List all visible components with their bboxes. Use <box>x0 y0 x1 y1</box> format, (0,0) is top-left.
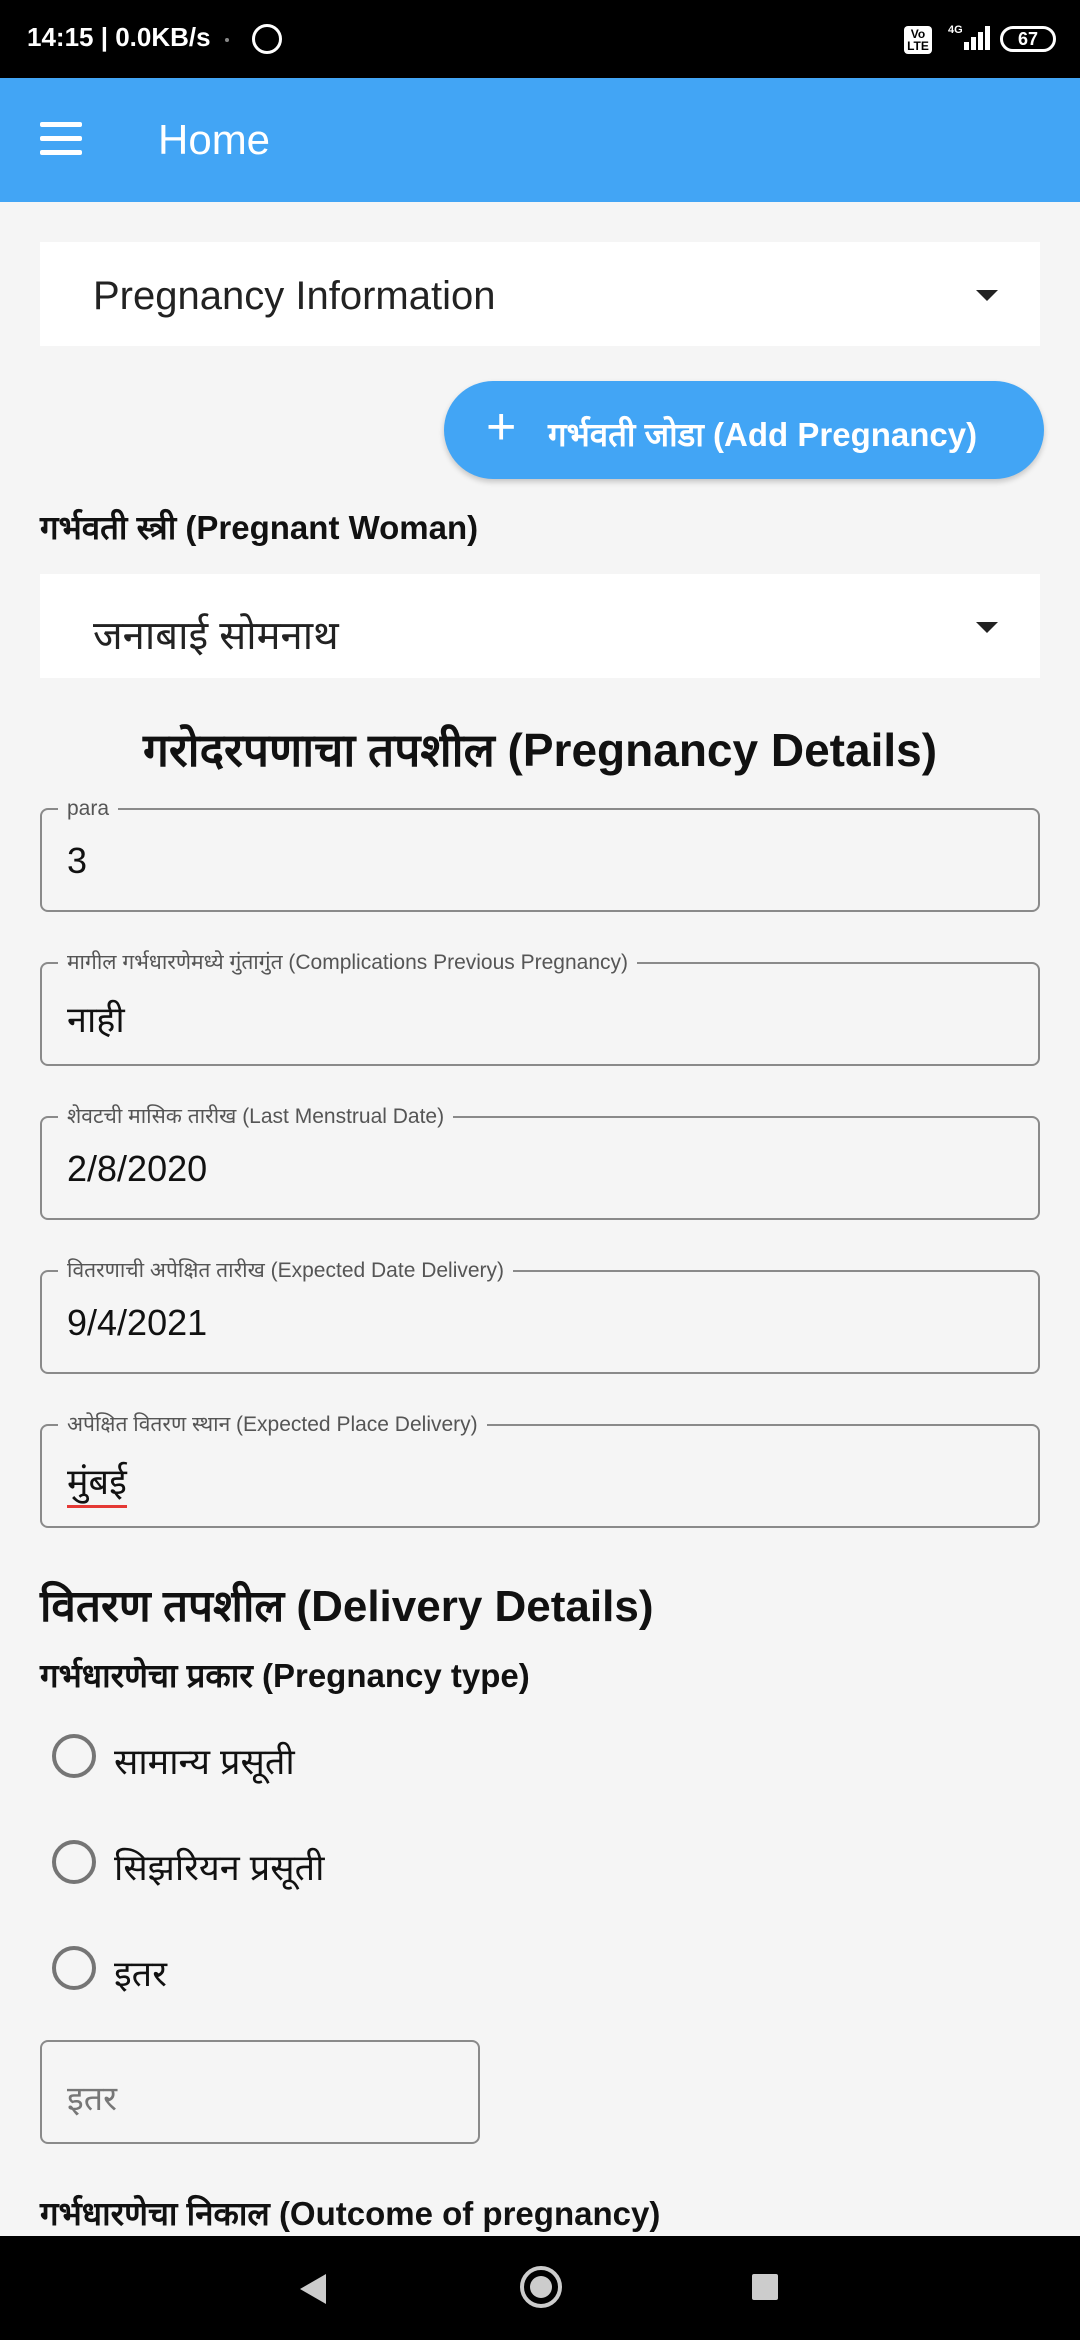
network-type: 4G <box>948 24 963 36</box>
complications-label: मागील गर्भधारणेमध्ये गुंतागुंत (Complications Previous Pregnancy) <box>58 951 637 975</box>
recent-apps-icon[interactable] <box>752 2274 778 2300</box>
last-menstrual-date-value: 2/8/2020 <box>67 1148 208 1189</box>
radio-circle[interactable] <box>52 1734 96 1778</box>
form-type-value: Pregnancy Information <box>93 274 496 318</box>
back-icon[interactable] <box>300 2274 326 2304</box>
status-separator <box>225 38 229 42</box>
pregnant-woman-dropdown[interactable] <box>40 574 1040 678</box>
radio-label: सामान्य प्रसूती <box>114 1741 295 1782</box>
complications-field[interactable] <box>40 951 1040 1066</box>
page-title: Home <box>158 116 271 163</box>
last-menstrual-date-label: शेवटची मासिक तारीख (Last Menstrual Date) <box>58 1105 453 1129</box>
expected-delivery-place-value: मुंबई <box>67 1456 127 1508</box>
pregnancy-type-label: गर्भधारणेचा प्रकार (Pregnancy type) <box>40 1657 530 1694</box>
expected-delivery-place-field[interactable] <box>40 1413 1040 1528</box>
home-icon[interactable] <box>520 2266 562 2308</box>
whatsapp-icon <box>252 24 282 54</box>
outcome-label: गर्भधारणेचा निकाल (Outcome of pregnancy) <box>40 2195 661 2232</box>
radio-label: इतर <box>114 1953 167 1994</box>
expected-delivery-place-label: अपेक्षित वितरण स्थान (Expected Place Delivery) <box>58 1413 487 1437</box>
status-bar <box>0 0 1080 78</box>
pregnant-woman-label: गर्भवती स्त्री (Pregnant Woman) <box>40 509 479 546</box>
signal-icon <box>958 26 988 50</box>
complications-value: नाही <box>67 999 125 1040</box>
radio-circle[interactable] <box>52 1946 96 1990</box>
plus-icon: + <box>486 398 517 456</box>
battery-icon: 67 <box>1000 26 1056 52</box>
add-pregnancy-label: गर्भवती जोडा (Add Pregnancy) <box>548 416 978 453</box>
delivery-details-title: वितरण तपशील (Delivery Details) <box>40 1582 654 1631</box>
pregnancy-details-title: गरोदरपणाचा तपशील (Pregnancy Details) <box>142 724 938 776</box>
para-value: 3 <box>67 840 88 881</box>
last-menstrual-date-field[interactable] <box>40 1105 1040 1220</box>
form-type-dropdown[interactable] <box>40 242 1040 346</box>
caret-down-icon <box>976 622 998 633</box>
expected-delivery-date-field[interactable] <box>40 1259 1040 1374</box>
status-time: 14:15 | 0.0KB/s <box>27 22 211 52</box>
radio-circle[interactable] <box>52 1840 96 1884</box>
other-input[interactable] <box>40 2040 480 2144</box>
para-field[interactable] <box>40 797 1040 912</box>
add-pregnancy-button[interactable] <box>444 381 1044 479</box>
menu-icon[interactable] <box>40 122 82 156</box>
expected-delivery-date-value: 9/4/2021 <box>67 1302 208 1343</box>
other-input-placeholder: इतर <box>67 2080 117 2118</box>
expected-delivery-date-label: वितरणाची अपेक्षित तारीख (Expected Date Delivery) <box>58 1259 513 1283</box>
volte-icon: Vo LTE <box>904 26 932 54</box>
radio-label: सिझरियन प्रसूती <box>114 1847 325 1888</box>
para-label: para <box>58 797 118 821</box>
caret-down-icon <box>976 290 998 301</box>
pregnant-woman-value: जनाबाई सोमनाथ <box>93 614 339 658</box>
app-bar <box>0 78 1080 202</box>
system-nav-bar <box>0 2236 1080 2340</box>
